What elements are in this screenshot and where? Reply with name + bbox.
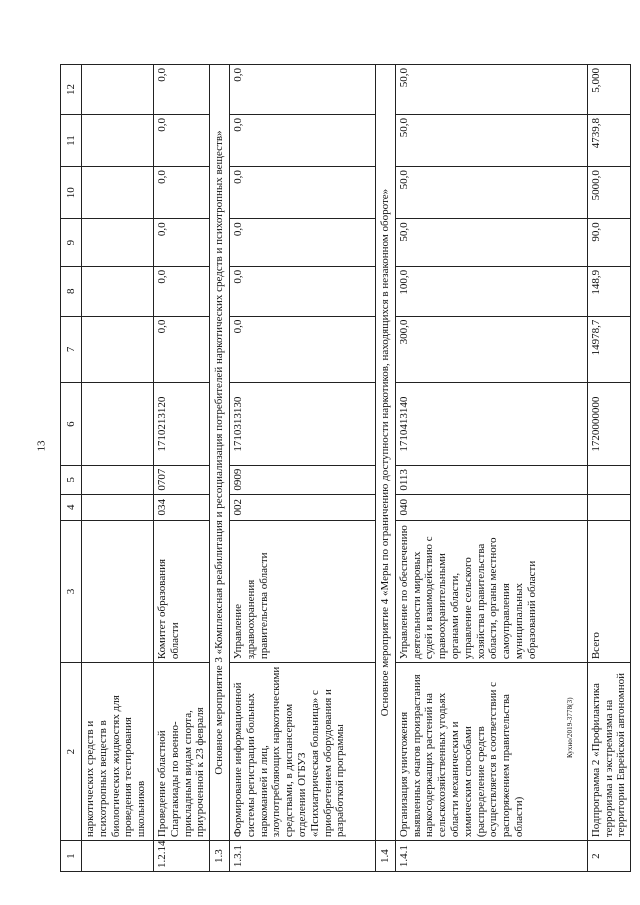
value-col-11: 0,0 (154, 114, 210, 166)
value-col-7: 300,0 (395, 316, 587, 382)
value-col-12: 50,0 (395, 65, 587, 115)
header-cell: 12 (61, 65, 82, 115)
value-col-10: 0,0 (229, 167, 375, 219)
value-col-10: 5000,0 (587, 167, 630, 219)
value-col-9 (82, 219, 154, 266)
row-number: 1.4 (375, 841, 395, 872)
value-col-8: 148,9 (587, 266, 630, 316)
executor: Всего (587, 520, 630, 662)
value-col-9: 90,0 (587, 219, 630, 266)
measure-name: наркотических средств и психотропных веществ в биологических жидкостях для проведения тестирования школьников (82, 663, 154, 841)
row-number: 2 (587, 841, 630, 872)
budget-table (60, 64, 631, 872)
value-col-11 (82, 114, 154, 166)
page-number: 13 (35, 440, 48, 452)
value-col-11: 4739,8 (587, 114, 630, 166)
row-number: 1.2.14 (154, 841, 210, 872)
measure-name: Подпрограмма 2 «Профилактика терроризма и экстремизма на территории Еврейской автономной (587, 663, 630, 841)
row-number: 1.3 (210, 841, 230, 872)
code-section: 0113 (395, 466, 587, 494)
section-row (375, 65, 395, 872)
rotated-table-area (60, 64, 628, 872)
row-number: 1.3.1 (229, 841, 375, 872)
executor (82, 520, 154, 662)
header-cell: 3 (61, 520, 82, 662)
code-section (587, 466, 630, 494)
measure-name: Формирование информационной системы регистрации больных наркоманией и лиц, злоупотребляющих наркотическими средствами, в диспансерном отделении ОГБУЗ «Психиатрическая больница» с приобретением оборудования и разработкой программы (229, 663, 375, 841)
row-number (82, 841, 154, 872)
value-col-7: 14978,7 (587, 316, 630, 382)
value-col-10: 0,0 (154, 167, 210, 219)
document-stamp: Кухно/2019-3778(3) (566, 697, 574, 758)
code-csr: 1710313130 (229, 383, 375, 466)
code-csr (82, 383, 154, 466)
header-row (61, 65, 82, 872)
code-grbs: 034 (154, 494, 210, 520)
header-cell: 5 (61, 466, 82, 494)
value-col-9: 0,0 (154, 219, 210, 266)
value-col-8: 0,0 (154, 266, 210, 316)
value-col-11: 50,0 (395, 114, 587, 166)
value-col-9: 0,0 (229, 219, 375, 266)
table-body (61, 65, 631, 872)
code-csr: 1720000000 (587, 383, 630, 466)
code-grbs (587, 494, 630, 520)
measure-name: Проведение областной Спартакиады по военно-прикладным видам спорта, приуроченной к 23 февраля (154, 663, 210, 841)
header-cell: 4 (61, 494, 82, 520)
table-row (587, 65, 630, 872)
value-col-7 (82, 316, 154, 382)
value-col-10: 50,0 (395, 167, 587, 219)
code-section: 0909 (229, 466, 375, 494)
header-cell: 7 (61, 316, 82, 382)
code-grbs (82, 494, 154, 520)
value-col-12: 0,0 (229, 65, 375, 115)
code-section: 0707 (154, 466, 210, 494)
row-number: 1.4.1 (395, 841, 587, 872)
header-cell: 1 (61, 841, 82, 872)
code-section (82, 466, 154, 494)
executor: Комитет образования области (154, 520, 210, 662)
code-csr: 1710213120 (154, 383, 210, 466)
value-col-11: 0,0 (229, 114, 375, 166)
header-cell: 2 (61, 663, 82, 841)
value-col-7: 0,0 (154, 316, 210, 382)
value-col-9: 50,0 (395, 219, 587, 266)
table-row (154, 65, 210, 872)
value-col-12 (82, 65, 154, 115)
value-col-8 (82, 266, 154, 316)
executor: Управление по обеспечению деятельности мировых судей и взаимодействию с правоохранительными органами области, управление сельского хозяйства правительства области, органы местного самоуправления муниципальных образований области (395, 520, 587, 662)
section-row (210, 65, 230, 872)
value-col-10 (82, 167, 154, 219)
value-col-8: 0,0 (229, 266, 375, 316)
table-row (395, 65, 587, 872)
executor: Управление здравоохранения правительства области (229, 520, 375, 662)
value-col-7: 0,0 (229, 316, 375, 382)
value-col-12: 0,0 (154, 65, 210, 115)
value-col-12: 5,000 (587, 65, 630, 115)
table-row (82, 65, 154, 872)
section-title: Основное мероприятие 3 «Комплексная реабилитация и ресоциализация потребителей наркотических средств и психотропных веществ» (210, 65, 230, 841)
section-title: Основное мероприятие 4 «Меры по ограничению доступности наркотиков, находящихся в незаконном обороте» (375, 65, 395, 841)
code-grbs: 040 (395, 494, 587, 520)
measure-name: Организация уничтожения выявленных очагов произрастания наркосодержащих растений на сельскохозяйственных угодьях области механическим и химическим способами (распределение средств осуществляется в соответствии с распоряжением правительства области) (395, 663, 587, 841)
code-grbs: 002 (229, 494, 375, 520)
header-cell: 10 (61, 167, 82, 219)
header-cell: 8 (61, 266, 82, 316)
code-csr: 1710413140 (395, 383, 587, 466)
value-col-8: 100,0 (395, 266, 587, 316)
header-cell: 6 (61, 383, 82, 466)
header-cell: 9 (61, 219, 82, 266)
header-cell: 11 (61, 114, 82, 166)
table-row (229, 65, 375, 872)
